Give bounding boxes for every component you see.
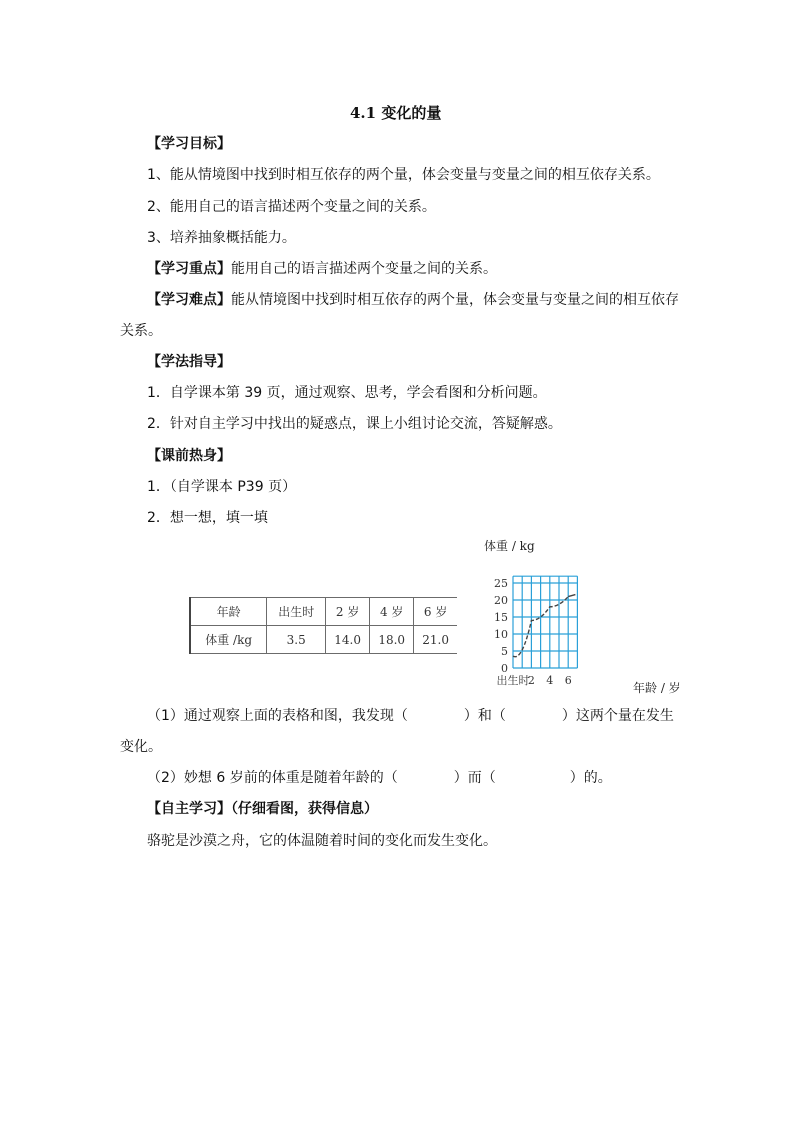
goal-item-3: 3、培养抽象概括能力。 bbox=[147, 230, 296, 246]
y-tick-label: 20 bbox=[494, 594, 508, 607]
y-tick-label: 15 bbox=[494, 611, 508, 624]
warmup-heading: 【课前热身】 bbox=[147, 448, 231, 464]
difficulty-text-cont: 关系。 bbox=[120, 323, 162, 339]
chart-ticks bbox=[494, 577, 572, 687]
table-cell: 18.0 bbox=[370, 626, 414, 654]
key-point-heading: 【学习重点】 bbox=[147, 261, 231, 277]
chart-ylabel: 体重 / kg bbox=[484, 539, 535, 553]
table-cell: 年龄 bbox=[190, 598, 267, 626]
method-item-1: 1．自学课本第 39 页，通过观察、思考，学会看图和分析问题。 bbox=[147, 385, 547, 401]
goal-item-2: 2、能用自己的语言描述两个变量之间的关系。 bbox=[147, 199, 436, 215]
chart-grid bbox=[513, 576, 577, 668]
q2-text-b: ）而（ bbox=[453, 770, 496, 786]
table-cell: 6 岁 bbox=[414, 598, 457, 626]
table-cell: 3.5 bbox=[267, 626, 326, 654]
x-tick-label: 6 bbox=[564, 674, 572, 687]
x-tick-label: 4 bbox=[546, 674, 554, 687]
goals-heading: 【学习目标】 bbox=[147, 136, 231, 152]
question-1-cont: 变化。 bbox=[120, 739, 162, 755]
y-tick-label: 0 bbox=[501, 662, 508, 675]
self-study-text: 骆驼是沙漠之舟，它的体温随着时间的变化而发生变化。 bbox=[147, 833, 497, 849]
weight-table bbox=[189, 597, 457, 654]
warmup-item-2: 2．想一想，填一填 bbox=[147, 510, 268, 526]
q1-text-c: ）这两个量在发生 bbox=[561, 708, 674, 724]
question-1 bbox=[147, 707, 674, 725]
table-cell: 21.0 bbox=[414, 626, 457, 654]
table-cell: 14.0 bbox=[326, 626, 370, 654]
weight-chart bbox=[470, 530, 690, 700]
page-title: 4.1 变化的量 bbox=[350, 104, 442, 122]
table-cell: 2 岁 bbox=[326, 598, 370, 626]
difficulty-line bbox=[147, 291, 679, 309]
series-line-tail bbox=[568, 595, 575, 597]
q2-text-a: （2）妙想 6 岁前的体重是随着年龄的（ bbox=[147, 770, 398, 786]
key-point-text: 能用自己的语言描述两个变量之间的关系。 bbox=[231, 261, 497, 277]
key-point-line bbox=[147, 260, 497, 278]
y-tick-label: 10 bbox=[494, 628, 508, 641]
self-study-heading: 【自主学习】（仔细看图，获得信息） bbox=[147, 801, 378, 817]
difficulty-text: 能从情境图中找到时相互依存的两个量，体会变量与变量之间的相互依存 bbox=[231, 292, 679, 308]
q1-text-b: ）和（ bbox=[463, 708, 506, 724]
warmup-item-1: 1．（自学课本 P39 页） bbox=[147, 479, 297, 495]
q2-text-c: ）的。 bbox=[569, 770, 612, 786]
method-heading: 【学法指导】 bbox=[147, 354, 231, 370]
goal-item-1: 1、能从情境图中找到时相互依存的两个量，体会变量与变量之间的相互依存关系。 bbox=[147, 167, 660, 183]
table-cell: 4 岁 bbox=[370, 598, 414, 626]
table-row bbox=[190, 626, 457, 654]
table-cell: 出生时 bbox=[267, 598, 326, 626]
table-cell: 体重 /kg bbox=[190, 626, 267, 654]
q1-text-a: （1）通过观察上面的表格和图，我发现（ bbox=[147, 708, 408, 724]
method-item-2: 2．针对自主学习中找出的疑惑点，课上小组讨论交流，答疑解惑。 bbox=[147, 416, 562, 432]
difficulty-heading: 【学习难点】 bbox=[147, 292, 231, 308]
y-tick-label: 25 bbox=[494, 577, 508, 590]
x-tick-label: 出生时 bbox=[496, 674, 530, 687]
table-header-row bbox=[190, 598, 457, 626]
chart-xlabel: 年龄 / 岁 bbox=[633, 681, 681, 695]
y-tick-label: 5 bbox=[501, 645, 508, 658]
x-tick-label: 2 bbox=[527, 674, 535, 687]
question-2 bbox=[147, 769, 612, 787]
